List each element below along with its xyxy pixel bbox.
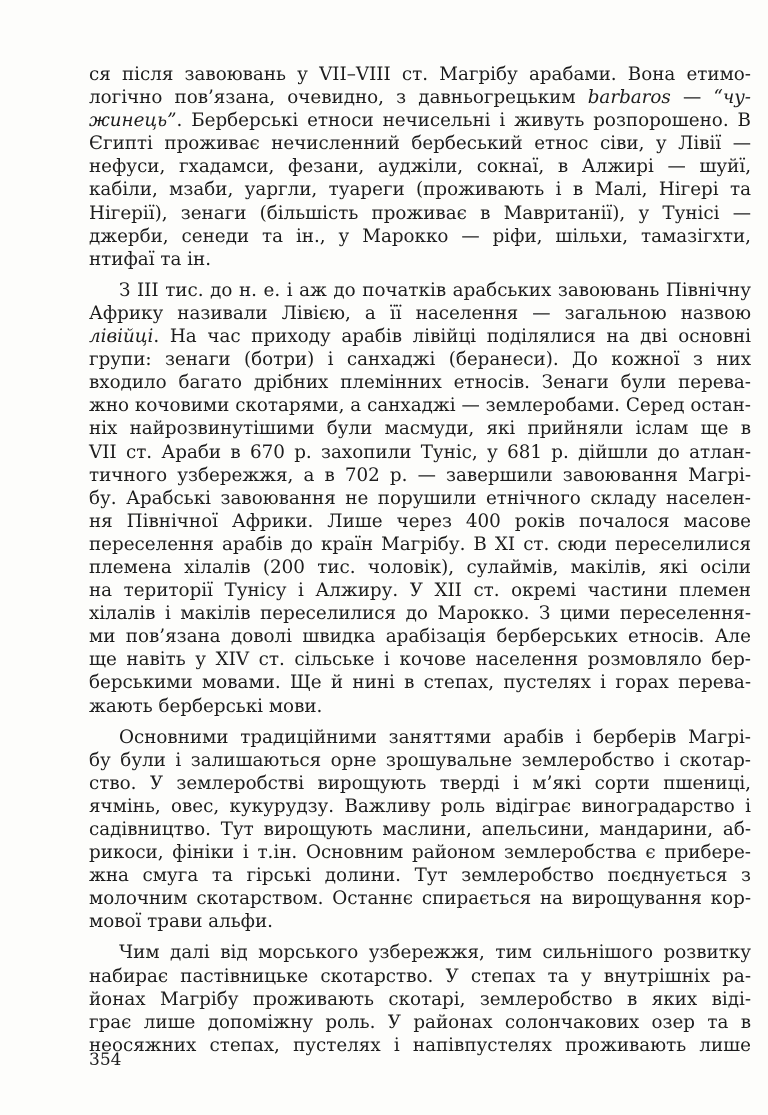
text-line: Основними традиційними заняттями арабів і берберів Магрі- [119, 726, 751, 748]
text-line: бу. Арабські завоювання не порушили етнічного складу населен- [89, 487, 751, 509]
paragraph-2 [89, 279, 751, 718]
text-line: Нігерії), зенаги (більшість проживає в Мавританії), у Тунісі — [89, 202, 751, 224]
text-line: садівництво. Тут вирощують маслини, апельсини, мандарини, аб- [89, 819, 751, 840]
text-line: Єгипті проживає нечисленний бербеський етнос сіви, у Лівії — [89, 133, 751, 155]
text-line: на території Тунісу і Алжиру. У XII ст. окремі частини племен [89, 580, 751, 602]
text-line: жають берберські мови. [89, 695, 323, 717]
text-line: переселення арабів до країн Магрібу. В XI ст. сюди переселилися [89, 533, 751, 555]
text-line: жинець”. Берберські етноси нечисельні і живуть розпорошено. В [89, 110, 751, 132]
text-line: ня Північної Африки. Лише через 400 років почалося масове [89, 510, 751, 532]
text-line: неосяжних степах, пустелях і напівпустелях проживають лише [89, 1034, 751, 1056]
text-line: жно кочовими скотарями, а санхаджі — землеробами. Серед остан- [89, 395, 751, 417]
text-line: ство. У землеробстві вирощують тверді і м’які сорти пшениці, [89, 772, 751, 794]
text-line: нтифаї та ін. [89, 248, 212, 270]
text-line: ми пов’язана доволі швидка арабізація берберських етносів. Але [89, 626, 751, 648]
text-line: хілалів і макілів переселилися до Марокко. З цими переселення- [89, 603, 751, 625]
text-line: молочним скотарством. Останнє спирається на вирощування кор- [89, 888, 751, 910]
text-line: жна смуга та гірські долини. Тут землеробство поєднується з [89, 865, 751, 887]
text-line: берськими мовами. Ще й нині в степах, пустелях і горах перева- [89, 672, 751, 694]
text-line: рикоси, фініки і т.ін. Основним районом землеробства є прибере- [89, 842, 751, 864]
paragraph-4 [89, 941, 751, 1056]
text-line: племена хілалів (200 тис. чоловік), сулаймів, макілів, які осіли [89, 556, 751, 578]
text-line: бу були і залишаються орне зрошувальне землеробство і скотар- [89, 749, 751, 771]
text-line: грає лише допоміжну роль. У районах солончакових озер та в [89, 1011, 751, 1033]
text-line: ніх найрозвинутішими були масмуди, які прийняли іслам ще в [89, 418, 751, 440]
text-line: джерби, сенеди та ін., у Марокко — ріфи, шільхи, тамазігхти, [89, 225, 751, 247]
text-line: З III тис. до н. е. і аж до початків арабських завоювань Північну [119, 279, 751, 301]
text-line: йонах Магрібу проживають скотарі, землеробство в яких віді- [89, 988, 751, 1010]
body-text [89, 63, 751, 1057]
text-line: нефуси, гхадамси, фезани, ауджіли, сокнаї, в Алжирі — шуйї, [89, 156, 751, 178]
text-line: ячмінь, овес, кукурудзу. Важливу роль відіграє виноградарство і [89, 795, 751, 817]
text-line: групи: зенаги (ботри) і санхаджі (беранеси). До кожної з них [89, 349, 751, 371]
text-line: лівійці. На час приходу арабів лівійці поділялися на дві основні [89, 326, 751, 348]
text-line: Африку називали Лівією, а її населення — загальною назвою [89, 302, 751, 324]
paragraph-1 [89, 63, 751, 271]
text-line: ще навіть у XIV ст. сільське і кочове населення розмовляло бер- [89, 649, 751, 671]
text-line: входило багато дрібних племінних етносів. Зенаги були перева- [89, 372, 751, 394]
text-line: мової трави альфи. [89, 911, 273, 933]
text-line: набирає пастівницьке скотарство. У степах та у внутрішніх ра- [89, 965, 751, 987]
text-line: VII ст. Араби в 670 р. захопили Туніс, у 681 р. дійшли до атлан- [89, 441, 751, 463]
page-number: 354 [89, 1050, 122, 1070]
text-line: тичного узбережжя, а в 702 р. — завершили завоювання Магрі- [89, 464, 751, 486]
text-line: Чим далі від морського узбережжя, тим сильнішого розвитку [119, 942, 751, 964]
paragraph-3 [89, 726, 751, 934]
text-line: кабіли, мзаби, уаргли, туареги (проживають і в Малі, Нігері та [89, 179, 751, 201]
text-line: логічно пов’язана, очевидно, з давньогрецьким barbaros — “чу- [89, 87, 751, 109]
text-line: ся після завоювань у VII–VIII ст. Магрібу арабами. Вона етимо- [89, 64, 751, 85]
